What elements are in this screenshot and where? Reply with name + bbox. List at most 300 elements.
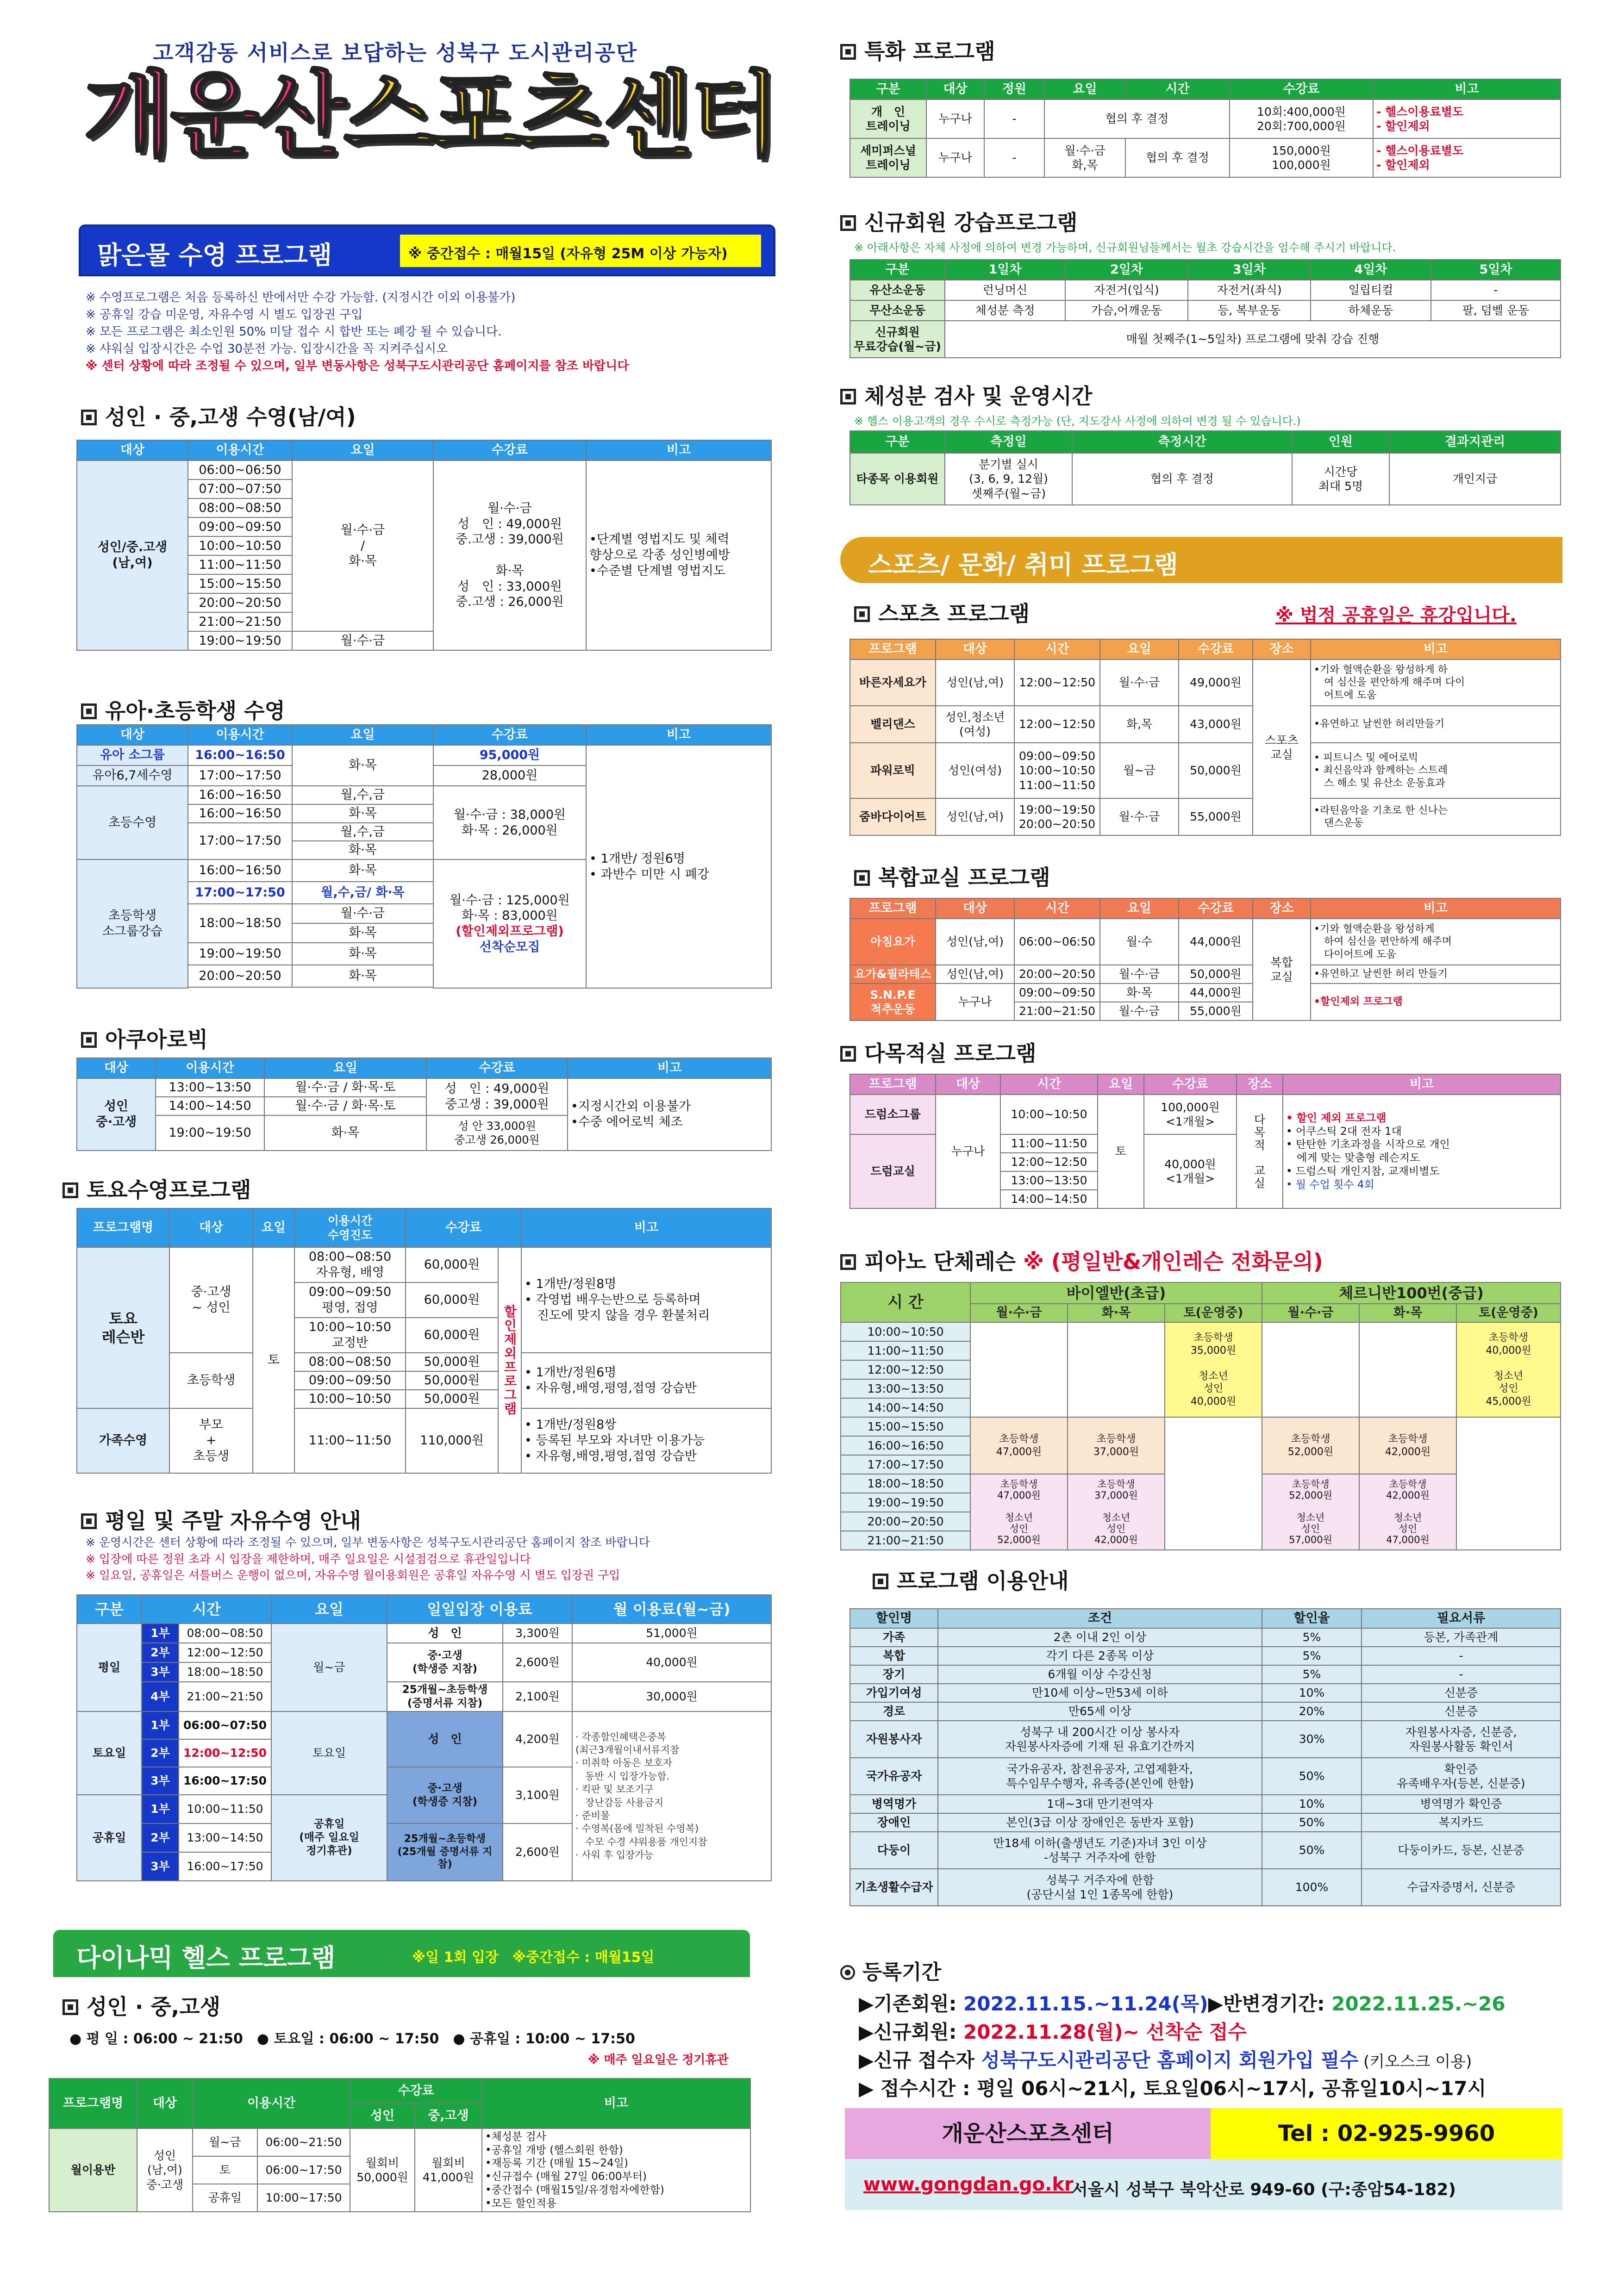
group-cell: 토요일 xyxy=(77,1711,142,1795)
fee-cell: 50,000원 xyxy=(1179,743,1253,798)
time-cell: 10:00~10:50 교정반 xyxy=(294,1318,406,1353)
tagline: 고객감동 서비스로 보답하는 성북구 도시관리공단 xyxy=(153,40,638,65)
target-cell: 성인(남,여) xyxy=(936,919,1014,965)
program-cell: 세미퍼스널 트레이닝 xyxy=(850,138,926,177)
target-cell: 성인 (남,여) 중·고생 xyxy=(137,2128,193,2212)
note-line: • 드럼스틱 개인지참, 교재비별도 xyxy=(1286,1165,1440,1177)
fee-cell: 44,000원 xyxy=(1179,983,1253,1002)
square-bullet-icon xyxy=(81,410,97,425)
time-cell: 17:00~17:50 xyxy=(841,1455,970,1474)
fee-cell: 성 안 33,000원 중고생 26,000원 xyxy=(426,1115,568,1151)
group-cell: 공휴일 xyxy=(77,1795,142,1881)
body-comp-heading: 체성분 검사 및 운영시간 xyxy=(840,380,1092,410)
health-heading: 성인 · 중,고생 xyxy=(62,1990,220,2021)
col-header: 1일차 xyxy=(945,260,1065,280)
piano-heading: 피아노 단체레슨 ※ (평일반&개인레슨 전화문의) xyxy=(840,1245,1323,1276)
days-cell: 토 xyxy=(193,2156,257,2184)
reg-line-signup: ▶신규 접수자 성북구도시관리공단 홈페이지 회원가입 필수 (키오스크 이용) xyxy=(859,2048,1472,2072)
program-cell: 줌바다이어트 xyxy=(850,798,936,835)
time-cell: 10:00~10:50 xyxy=(188,536,292,555)
docs-cell: 신분증 xyxy=(1362,1702,1561,1721)
target-cell: 초등수영 xyxy=(77,786,188,859)
fee-cell: 성 인 : 49,000원 중고생 : 39,000원 xyxy=(426,1078,568,1115)
fee-cell: 2,600원 xyxy=(503,1643,572,1682)
fee-cell xyxy=(433,859,586,988)
days-cell: 월·수·금 xyxy=(1100,798,1179,835)
col-header: 측정시간 xyxy=(1072,431,1292,453)
note-cell xyxy=(1283,1095,1561,1208)
days-cell: 화·목 xyxy=(292,923,433,943)
empty-cell xyxy=(1262,1322,1359,1417)
docs-cell: 병역명가 확인증 xyxy=(1362,1795,1561,1813)
piano-table xyxy=(840,1282,1560,1550)
title-part-a: 개운산 xyxy=(83,62,344,169)
fee-cell: 110,000원 xyxy=(406,1408,498,1473)
col-header: 요일 xyxy=(264,1058,426,1078)
empty-cell xyxy=(1165,1417,1262,1550)
session-cell: 3부 xyxy=(142,1767,179,1795)
time-cell: 11:00~11:50 xyxy=(188,555,292,574)
program-cell: 월이용반 xyxy=(49,2128,137,2212)
target-cell: 성인(남,여) xyxy=(936,660,1014,706)
days-cell: 월~금 xyxy=(1100,743,1179,798)
reg-line-existing: ▶기존회원: 2022.11.15.~11.24(목)▶반변경기간: 2022.11.25.~26 xyxy=(859,1992,1505,2015)
time-cell: 20:00~20:50 xyxy=(841,1512,970,1531)
target-cell: 누구나 xyxy=(936,1095,1000,1208)
time-cell: 15:00~15:50 xyxy=(841,1417,970,1436)
note-cell: • 1개반/ 정원6명 • 과반수 미만 시 폐강 xyxy=(586,745,771,988)
circle-bullet-icon xyxy=(840,1965,855,1980)
program-cell: 파워로빅 xyxy=(850,743,936,798)
time-cell: 06:00~06:50 xyxy=(188,460,292,479)
fee-cell: 초등학생 37,000원 청소년 성인 42,000원 xyxy=(1068,1474,1165,1550)
culture-banner-title: 스포츠/ 문화/ 취미 프로그램 xyxy=(868,550,1178,579)
new-member-table xyxy=(849,259,1560,358)
result-cell: 개인지급 xyxy=(1389,453,1561,505)
schedule-cell: 매월 첫째주(1~5일차) 프로그램에 맞춰 강습 진행 xyxy=(945,321,1561,358)
month-fee-cell: 51,000원 xyxy=(572,1624,771,1643)
special-heading: 특화 프로그램 xyxy=(840,35,995,65)
days-cell: 화·목 xyxy=(292,804,433,823)
time-cell: 15:00~15:50 xyxy=(188,574,292,593)
rate-cell: 10% xyxy=(1262,1795,1362,1813)
rate-cell: 50% xyxy=(1262,1813,1362,1832)
col-header: 프로그램명 xyxy=(77,1208,169,1247)
target-cell: 성인/중.고생 (남,여) xyxy=(77,460,188,650)
rate-cell: 20% xyxy=(1262,1702,1362,1721)
col-header: 할인율 xyxy=(1262,1609,1362,1628)
col-header: 4일차 xyxy=(1311,260,1431,280)
time-cell: 20:00~20:50 xyxy=(1014,965,1100,983)
time-cell: 21:00~21:50 xyxy=(188,612,292,631)
note-cell: • 1개반/정원8명 • 각영법 배우는반으로 등록하며 진도에 맞지 않을 경우 환불처리 xyxy=(521,1247,771,1353)
col-subheader: 월·수·금 xyxy=(970,1304,1068,1322)
rate-cell: 10% xyxy=(1262,1684,1362,1702)
website-link[interactable]: www.gongdan.go.kr xyxy=(863,2174,1074,2195)
adult-swim-heading: 성인 · 중,고생 수영(남/여) xyxy=(81,400,356,431)
col-header: 수강료 xyxy=(350,2078,482,2103)
time-cell: 17:00~17:50 xyxy=(188,765,292,786)
fee-cell: 3,100원 xyxy=(503,1767,572,1823)
target-cell: 성인(남,여) xyxy=(936,965,1014,983)
month-fee-cell: 30,000원 xyxy=(572,1682,771,1711)
note-line: • 월 수업 횟수 4회 xyxy=(1286,1178,1374,1191)
fee-cell: 월회비 50,000원 xyxy=(350,2128,415,2212)
spacer xyxy=(188,987,292,988)
col-header: 수강료 xyxy=(1144,1074,1237,1095)
empty-cell xyxy=(1359,1322,1456,1417)
day-cell: 가슴,어깨운동 xyxy=(1065,300,1188,321)
health-banner xyxy=(53,1930,750,1977)
fee-cell: 28,000원 xyxy=(433,765,586,786)
target-cell: 유아6,7세수영 xyxy=(77,765,188,786)
col-header: 비고 xyxy=(521,1208,771,1247)
time-cell: 20:00~20:50 xyxy=(188,965,292,987)
free-swim-notes xyxy=(86,1534,775,1584)
time-cell: 10:00~10:50 xyxy=(1000,1095,1098,1134)
rate-cell: 5% xyxy=(1262,1647,1362,1665)
fee-cell: 55,000원 xyxy=(1179,798,1253,835)
time-cell: 10:00~10:50 xyxy=(841,1322,970,1341)
program-cell: 아침요가 xyxy=(850,919,936,965)
col-header: 인원 xyxy=(1292,431,1389,453)
session-cell: 2부 xyxy=(142,1823,179,1852)
condition-cell: 만10세 이상~만53세 이하 xyxy=(938,1684,1262,1702)
time-cell: 12:00~12:50 xyxy=(841,1360,970,1379)
col-header: 프로그램 xyxy=(850,1074,936,1095)
col-header: 이용시간 수영진도 xyxy=(294,1208,406,1247)
note-line: - 할인제외 xyxy=(1376,158,1430,172)
month-fee-cell: 40,000원 xyxy=(572,1643,771,1682)
swim-banner-title: 맑은물 수영 프로그램 xyxy=(97,241,332,270)
square-bullet-icon xyxy=(62,1182,78,1198)
time-cell: 19:00~19:50 20:00~20:50 xyxy=(1014,798,1100,835)
discount-name: 국가유공자 xyxy=(850,1758,938,1795)
col-header: 정원 xyxy=(984,79,1044,100)
col-header: 시 간 xyxy=(841,1282,970,1322)
docs-cell: 등본, 가족관계 xyxy=(1362,1628,1561,1647)
note-cell: •체성분 검사 •공휴일 개방 (헬스회원 한함) •재등록 기간 (매월 15~24일) •신규접수 (매월 27일 06:00부터) •중간접수 (매월15일/유경험자에한함) •모든 할인적용 xyxy=(482,2128,750,2212)
col-header: 일일입장 이용료 xyxy=(387,1595,572,1624)
days-cell: 월·수·금 xyxy=(292,904,433,923)
health-closed-note: ※ 매주 일요일은 정기휴관 xyxy=(588,2053,729,2067)
note-cell: •할인제외 프로그램 xyxy=(1311,983,1561,1020)
col-header: 요일 xyxy=(271,1595,387,1624)
room-cell: 스포츠 교실 xyxy=(1253,660,1311,835)
days-cell: 토 xyxy=(253,1247,294,1473)
docs-cell: - xyxy=(1362,1665,1561,1684)
col-header: 비고 xyxy=(568,1058,771,1078)
time-cell: 17:00~17:50 xyxy=(188,882,292,904)
time-cell: 13:00~13:50 xyxy=(156,1078,264,1097)
time-cell: 19:00~19:50 xyxy=(188,631,292,650)
docs-cell: 신분증 xyxy=(1362,1684,1561,1702)
health-banner-note: ※일 1회 입장 ※중간접수 : 매월15일 xyxy=(412,1949,655,1966)
page-title xyxy=(83,62,777,169)
capacity-cell: 시간당 최대 5명 xyxy=(1292,453,1389,505)
room-cell: 다 목 적 교 실 xyxy=(1237,1095,1283,1208)
docs-cell: 자원봉사자증, 신분증, 자원봉사활동 확인서 xyxy=(1362,1721,1561,1758)
health-table xyxy=(49,2078,750,2212)
program-cell: 개 인 트레이닝 xyxy=(850,100,926,138)
holiday-note: ※ 법정 공휴일은 휴강입니다. xyxy=(1275,605,1517,626)
adult-swim-table xyxy=(76,440,771,651)
col-header: 5일차 xyxy=(1431,260,1561,280)
days-cell: 토 xyxy=(1098,1095,1144,1208)
col-header: 시간 xyxy=(1014,898,1100,919)
days-cell: 월,수,금/ 화·목 xyxy=(292,882,433,904)
days-cell: 월·수·금 xyxy=(1100,1002,1179,1020)
col-header: 수강료 xyxy=(1179,639,1253,660)
target-cell: 중·고생 ~ 성인 xyxy=(169,1247,253,1353)
time-cell: 16:00~16:50 xyxy=(188,786,292,804)
swim-note: ※ 공휴일 강습 미운영, 자유수영 시 별도 입장권 구입 xyxy=(86,307,363,322)
fee-cell: 100,000원 <1개월> xyxy=(1144,1095,1237,1134)
day-cell: 등, 복부운동 xyxy=(1188,300,1311,321)
target-cell: 성인 중·고생 xyxy=(77,1078,156,1151)
days-cell: 토요일 xyxy=(271,1711,387,1795)
health-banner-title: 다이나믹 헬스 프로그램 xyxy=(76,1943,336,1972)
col-header: 장소 xyxy=(1237,1074,1283,1095)
discount-name: 기초생활수급자 xyxy=(850,1869,938,1906)
condition-cell: 6개월 이상 수강신청 xyxy=(938,1665,1262,1684)
condition-cell: 국가유공자, 참전유공자, 고엽제환자, 특수임무수행자, 유족증(본인에 한함) xyxy=(938,1758,1262,1795)
target-cell: 누구나 xyxy=(926,100,984,138)
col-header: 요일 xyxy=(292,440,433,460)
condition-cell: 만18세 이하(출생년도 기준)자녀 3인 이상 -성북구 거주자에 한함 xyxy=(938,1832,1262,1869)
col-header: 측정일 xyxy=(945,431,1072,453)
col-header: 시간 xyxy=(1125,79,1230,100)
note-cell: • 1개반/정원6명 • 자유형,배영,평영,접영 강습반 xyxy=(521,1353,771,1408)
fee-cell: 초등학생 52,000원 청소년 성인 57,000원 xyxy=(1262,1474,1359,1550)
col-header: 대상 xyxy=(137,2078,193,2128)
time-cell: 11:00~11:50 xyxy=(294,1408,406,1473)
time-cell: 12:00~12:50 xyxy=(179,1643,271,1662)
time-cell: 09:00~09:50 10:00~10:50 11:00~11:50 xyxy=(1014,743,1100,798)
col-subheader: 화·목 xyxy=(1068,1304,1165,1322)
time-cell: 10:00~17:50 xyxy=(257,2184,350,2212)
note-cell: •유연하고 날씬한 허리만들기 xyxy=(1311,706,1561,743)
square-bullet-icon xyxy=(854,606,870,622)
col-subheader: 토(운영중) xyxy=(1456,1304,1561,1322)
address-text: 서울시 성북구 북악산로 949-60 (구:종암54-182) xyxy=(1072,2180,1456,2199)
col-header: 프로그램 xyxy=(850,898,936,919)
day-cell: 자전거(좌식) xyxy=(1188,280,1311,300)
fee-cell: 초등학생 40,000원 청소년 성인 45,000원 xyxy=(1456,1322,1561,1417)
time-cell: 09:00~09:50 평영, 접영 xyxy=(294,1282,406,1318)
fee-cell: 60,000원 xyxy=(406,1282,498,1318)
type-cell: 25개월~초등학생 (증명서류 지참) xyxy=(387,1682,503,1711)
days-cell: 월·수·금 xyxy=(292,631,433,650)
days-cell: 화,목 xyxy=(1100,706,1179,743)
docs-cell: 확인증 유족배우자(등본, 신분증) xyxy=(1362,1758,1561,1795)
days-cell: 월·수·금 / 화·목·토 xyxy=(264,1097,426,1115)
col-subheader: 토(운영중) xyxy=(1165,1304,1262,1322)
note-cell: •기와 혈액순환을 왕성하게 하여 심신을 편안하게 해주며 다이어트에 도움 xyxy=(1311,919,1561,965)
fee-cell: 40,000원 <1개월> xyxy=(1144,1134,1237,1208)
multi-room-table xyxy=(849,1074,1560,1209)
col-header: 대상 xyxy=(936,898,1014,919)
time-cell: 09:00~09:50 xyxy=(188,517,292,536)
col-header: 이용시간 xyxy=(188,725,292,745)
program-cell: 바른자세요가 xyxy=(850,660,936,706)
note-line: • 탄탄한 기초과정을 시작으로 개인 에게 맞는 맞춤형 레슨지도 xyxy=(1286,1139,1450,1164)
registration-heading: 등록기간 xyxy=(840,1955,941,1985)
fee-cell: 초등학생 35,000원 청소년 성인 40,000원 xyxy=(1165,1322,1262,1417)
col-header: 대상 xyxy=(169,1208,253,1247)
new-member-heading: 신규회원 강습프로그램 xyxy=(840,206,1077,236)
col-header: 이용시간 xyxy=(193,2078,350,2128)
square-bullet-icon xyxy=(840,389,856,404)
sports-table xyxy=(849,639,1560,836)
discount-name: 경로 xyxy=(850,1702,938,1721)
day-cell: 체성분 측정 xyxy=(945,300,1065,321)
days-cell: 화·목 xyxy=(292,745,433,786)
guide-table xyxy=(849,1608,1560,1906)
swim-banner xyxy=(79,224,775,276)
program-cell: 요가&필라테스 xyxy=(850,965,936,983)
swim-notes xyxy=(86,289,775,375)
col-header: 대상 xyxy=(77,725,188,745)
time-cell: 16:00~16:50 xyxy=(188,804,292,823)
target-cell: 성인(남,여) xyxy=(936,798,1014,835)
rate-cell: 50% xyxy=(1262,1758,1362,1795)
fee-cell: 2,600원 xyxy=(503,1823,572,1881)
time-cell: 19:00~19:50 xyxy=(188,943,292,965)
target-cell: 초등학생 소그룹강습 xyxy=(77,859,188,988)
capacity-cell: - xyxy=(984,100,1044,138)
col-header: 비고 xyxy=(586,440,771,460)
col-header: 프로그램명 xyxy=(49,2078,137,2128)
body-comp-table xyxy=(849,430,1560,505)
col-header: 할인명 xyxy=(850,1609,938,1628)
program-cell: S.N.P.E 척추운동 xyxy=(850,983,936,1020)
aqua-table xyxy=(76,1058,771,1151)
note-cell: • 1개반/정원8쌍 • 등록된 부모와 자녀만 이용가능 • 자유형,배영,평영,접영 강습반 xyxy=(521,1408,771,1473)
time-cell: 14:00~14:50 xyxy=(841,1398,970,1417)
note-cell: •유연하고 날씬한 허리 만들기 xyxy=(1311,965,1561,983)
col-header: 시간 xyxy=(142,1595,271,1624)
time-cell: 14:00~14:50 xyxy=(1000,1190,1098,1208)
col-header: 구분 xyxy=(850,79,926,100)
discount-name: 자원봉사자 xyxy=(850,1721,938,1758)
note-line: - 헬스이용료별도 xyxy=(1376,105,1464,118)
docs-cell: 수급자증명서, 신분증 xyxy=(1362,1869,1561,1906)
time-cell: 09:00~09:50 xyxy=(294,1371,406,1390)
session-cell: 2부 xyxy=(142,1739,179,1767)
col-header: 2일차 xyxy=(1065,260,1188,280)
note-line: • 어쿠스틱 2대 전자 1대 xyxy=(1286,1125,1402,1138)
col-header: 조건 xyxy=(938,1609,1262,1628)
col-header: 비고 xyxy=(1373,79,1561,100)
fee-cell: 43,000원 xyxy=(1179,706,1253,743)
time-cell: 08:00~08:50 xyxy=(179,1624,271,1643)
discount-name: 장애인 xyxy=(850,1813,938,1832)
col-header: 프로그램 xyxy=(850,639,936,660)
fee-cell: 60,000원 xyxy=(406,1247,498,1282)
type-cell: 유산소운동 xyxy=(850,280,945,300)
complex-table xyxy=(849,898,1560,1021)
time-cell: 19:00~19:50 xyxy=(841,1493,970,1512)
time-cell: 19:00~19:50 xyxy=(156,1115,264,1151)
days-cell: 공휴일 (매주 일요일 정기휴관) xyxy=(271,1795,387,1881)
fee-cell: 50,000원 xyxy=(406,1371,498,1390)
time-cell: 06:00~07:50 xyxy=(179,1711,271,1739)
target-cell: 누구나 xyxy=(936,983,1014,1020)
time-cell: 06:00~17:50 xyxy=(257,2156,350,2184)
fee-cell: 초등학생 52,000원 xyxy=(1262,1417,1359,1474)
col-header: 대상 xyxy=(77,440,188,460)
target-cell: 성인,청소년 (여성) xyxy=(936,706,1014,743)
col-header: 시간 xyxy=(1000,1074,1098,1095)
day-cell: 자전거(입식) xyxy=(1065,280,1188,300)
fee-cell: 초등학생 47,000원 xyxy=(970,1417,1068,1474)
footer-tel-bar: Tel : 02-925-9960 xyxy=(1211,2108,1562,2159)
type-cell: 성 인 xyxy=(387,1711,503,1767)
days-cell: 화·목 xyxy=(264,1115,426,1151)
discount-name: 장기 xyxy=(850,1665,938,1684)
col-header: 이용시간 xyxy=(156,1058,264,1078)
note-cell: •라틴음악을 기초로 한 신나는 댄스운동 xyxy=(1311,798,1561,835)
session-cell: 1부 xyxy=(142,1624,179,1643)
col-header: 수강료 xyxy=(406,1208,521,1247)
col-header: 비고 xyxy=(482,2078,750,2128)
time-cell: 18:00~18:50 xyxy=(179,1662,271,1682)
time-cell: 13:00~13:50 xyxy=(1000,1171,1098,1190)
docs-cell: 복지카드 xyxy=(1362,1813,1561,1832)
col-header: 수강료 xyxy=(1230,79,1373,100)
discount-excluded-label: 할인제외프로그램 xyxy=(498,1247,521,1473)
square-bullet-icon xyxy=(81,1513,97,1529)
time-cell: 07:00~07:50 xyxy=(188,479,292,498)
condition-cell: 만65세 이상 xyxy=(938,1702,1262,1721)
time-cell: 08:00~08:50 자유형, 배영 xyxy=(294,1247,406,1282)
time-cell: 14:00~14:50 xyxy=(156,1097,264,1115)
col-header: 대상 xyxy=(77,1058,156,1078)
days-cell: 월·수 xyxy=(1100,919,1179,965)
kids-swim-table xyxy=(76,724,771,989)
col-header: 비고 xyxy=(1283,1074,1561,1095)
col-subheader: 화·목 xyxy=(1359,1304,1456,1322)
time-cell: 21:00~21:50 xyxy=(841,1531,970,1550)
swim-note: ※ 샤워실 입장시간은 수업 30분전 가능. 입장시간을 꼭 지켜주십시오 xyxy=(86,342,448,356)
fee-cell: 월회비 41,000원 xyxy=(415,2128,482,2212)
col-header: 구분 xyxy=(850,260,945,280)
time-cell: 16:00~17:50 xyxy=(179,1767,271,1795)
time-cell: 21:00~21:50 xyxy=(179,1682,271,1711)
fee-cell: 초등학생 42,000원 xyxy=(1359,1417,1456,1474)
small-fee-red: (할인제외프로그램) xyxy=(456,924,564,939)
col-subheader: 월·수·금 xyxy=(1262,1304,1359,1322)
program-cell: 드럼교실 xyxy=(850,1134,936,1208)
square-bullet-icon xyxy=(81,703,97,719)
fee-cell: 44,000원 xyxy=(1179,919,1253,965)
note-cell: • 피트니스 및 에어로빅 • 최신음악과 함께하는 스트레 스 해소 및 유산소 운동효과 xyxy=(1311,743,1561,798)
discount-name: 가입기여성 xyxy=(850,1684,938,1702)
registration-lines xyxy=(859,1990,1505,2103)
time-cell: 20:00~20:50 xyxy=(188,593,292,612)
culture-banner xyxy=(840,537,1562,583)
condition-cell: 성북구 내 200시간 이상 봉사자 자원봉사자증에 기재 된 유효기간까지 xyxy=(938,1721,1262,1758)
time-cell: 16:00~16:50 xyxy=(188,745,292,765)
fee-cell: 초등학생 42,000원 청소년 성인 47,000원 xyxy=(1359,1474,1456,1550)
days-cell: 월·수·금 xyxy=(1100,660,1179,706)
aqua-heading: 아쿠아로빅 xyxy=(81,1023,208,1053)
days-cell: 화·목 xyxy=(292,943,433,965)
col-header: 비고 xyxy=(1311,898,1561,919)
condition-cell: 본인(3급 이상 장애인은 동반자 포함) xyxy=(938,1813,1262,1832)
swim-note: ※ 모든 프로그램은 최소인원 50% 미달 접수 시 합반 또는 폐강 될 수 있습니다. xyxy=(86,324,502,339)
